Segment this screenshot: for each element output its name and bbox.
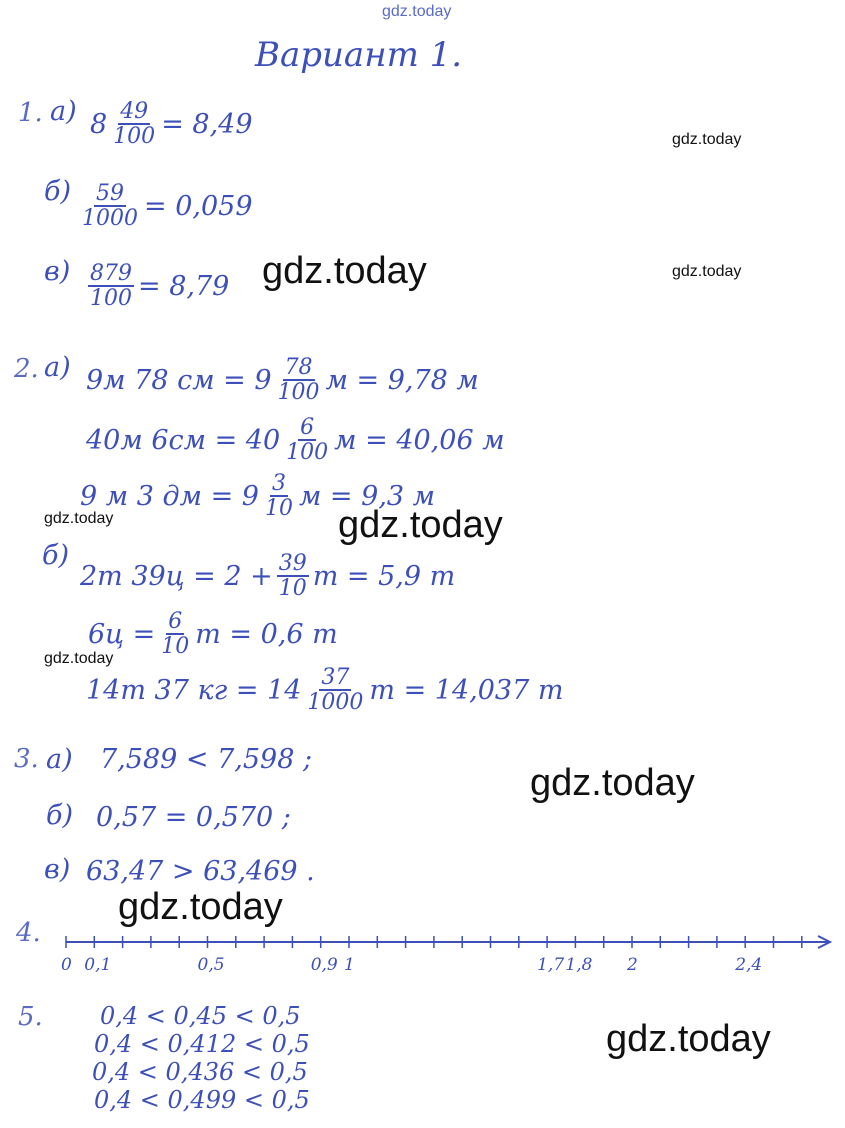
watermark-top: gdz.today: [382, 3, 452, 20]
fraction-numerator: 6: [168, 609, 183, 634]
task2-line: [86, 416, 505, 464]
fraction-numerator: 37: [321, 665, 350, 690]
conversion-right: м = 9,78 м: [325, 364, 479, 396]
fraction: [305, 666, 365, 714]
number-line-label: 0,5: [197, 955, 225, 975]
task3-item-expr: 7,589 < 7,598 ;: [100, 744, 313, 775]
number-line-label: 1,7: [537, 955, 565, 975]
task1-a-line: [90, 100, 253, 148]
task2-line: [88, 610, 338, 658]
fraction-denominator: 1000: [82, 206, 138, 232]
fraction: [159, 610, 191, 658]
task1-v-line: [84, 262, 229, 310]
task2-a-label: а): [44, 352, 71, 383]
task1-b-label: б): [44, 176, 72, 207]
task3-item-label: в): [44, 854, 71, 885]
watermark-large: gdz.today: [606, 1018, 771, 1060]
number-line-label: 2: [627, 955, 638, 975]
fraction-numerator: 39: [278, 551, 307, 576]
task1-a-label: а): [50, 96, 77, 127]
fraction: [284, 416, 330, 464]
fraction-numerator: 879: [90, 261, 132, 286]
task5-line: 0,4 < 0,412 < 0,5: [94, 1030, 310, 1058]
conversion-left: 2т 39ц = 2 +: [80, 560, 273, 592]
conversion-left: 9м 78 см = 9: [86, 364, 272, 396]
conversion-right: м = 40,06 м: [334, 424, 505, 456]
task3-item-expr: 0,57 = 0,570 ;: [96, 802, 291, 833]
number-line-label: 0,9: [310, 955, 338, 975]
number-line-label: 0,1: [84, 955, 112, 975]
task1-v-result: = 8,79: [138, 270, 230, 302]
conversion-right: м = 9,3 м: [298, 480, 436, 512]
watermark-large: gdz.today: [338, 504, 503, 546]
watermark-small: gdz.today: [44, 650, 114, 667]
number-line-label: 2,4: [735, 955, 763, 975]
task1-b-result: = 0,059: [144, 190, 253, 222]
fraction: [276, 356, 322, 404]
fraction-denominator: 10: [161, 634, 190, 660]
conversion-left: 14т 37 кг = 14: [86, 674, 302, 706]
number-line-label: 1: [344, 955, 355, 975]
task1-number: 1.: [18, 98, 43, 128]
fraction-numerator: 78: [284, 355, 313, 380]
conversion-left: 40м 6см = 40: [86, 424, 281, 456]
task1-a-whole: 8: [90, 108, 108, 140]
fraction: [88, 262, 134, 310]
fraction-numerator: 3: [271, 471, 286, 496]
task5-number: 5.: [18, 1002, 43, 1032]
conversion-left: 9 м 3 дм = 9: [80, 480, 259, 512]
number-line-label: 0: [61, 955, 72, 975]
watermark-large: gdz.today: [262, 250, 427, 292]
fraction-denominator: 10: [278, 576, 307, 602]
fraction-denominator: 1000: [307, 690, 364, 716]
task2-line: [80, 552, 455, 600]
page-title: Вариант 1.: [255, 35, 463, 75]
fraction-denominator: 100: [90, 286, 132, 312]
task1-b-line: [76, 182, 253, 230]
task3-item-label: б): [46, 800, 74, 831]
watermark-large: gdz.today: [118, 886, 283, 928]
task5-line: 0,4 < 0,436 < 0,5: [92, 1058, 308, 1086]
task2-line: [86, 666, 563, 714]
task3-number: 3.: [14, 744, 39, 774]
task4-number: 4.: [16, 918, 41, 948]
task2-line: [80, 472, 435, 520]
task2-b-label: б): [42, 540, 70, 571]
fraction: [80, 182, 140, 230]
watermark-small: gdz.today: [672, 263, 742, 280]
task2-number: 2.: [14, 354, 39, 384]
fraction-numerator: 49: [120, 99, 149, 124]
fraction: [277, 552, 309, 600]
fraction-numerator: 6: [300, 415, 315, 440]
fraction-denominator: 100: [113, 124, 156, 150]
task5-line: 0,4 < 0,499 < 0,5: [94, 1086, 310, 1114]
fraction: [263, 472, 295, 520]
fraction-denominator: 10: [264, 496, 293, 522]
task2-line: [86, 356, 479, 404]
number-line-label: 1,8: [565, 955, 593, 975]
task1-a-result: = 8,49: [161, 108, 253, 140]
watermark-large: gdz.today: [530, 762, 695, 804]
fraction-denominator: 100: [286, 440, 329, 466]
task3-item-expr: 63,47 > 63,469 .: [86, 856, 315, 887]
conversion-right: т = 5,9 т: [312, 560, 456, 592]
conversion-right: т = 0,6 т: [195, 618, 338, 650]
fraction-numerator: 59: [96, 181, 124, 206]
task3-item-label: а): [46, 744, 73, 775]
conversion-left: 6ц =: [88, 618, 156, 650]
watermark-small: gdz.today: [672, 131, 742, 148]
task1-v-label: в): [44, 256, 71, 287]
arrow-icon: [818, 936, 830, 948]
conversion-right: т = 14,037 т: [369, 674, 564, 706]
watermark-small: gdz.today: [44, 510, 114, 527]
fraction-denominator: 100: [277, 380, 320, 406]
task5-line: 0,4 < 0,45 < 0,5: [100, 1002, 301, 1030]
fraction: [111, 100, 157, 148]
